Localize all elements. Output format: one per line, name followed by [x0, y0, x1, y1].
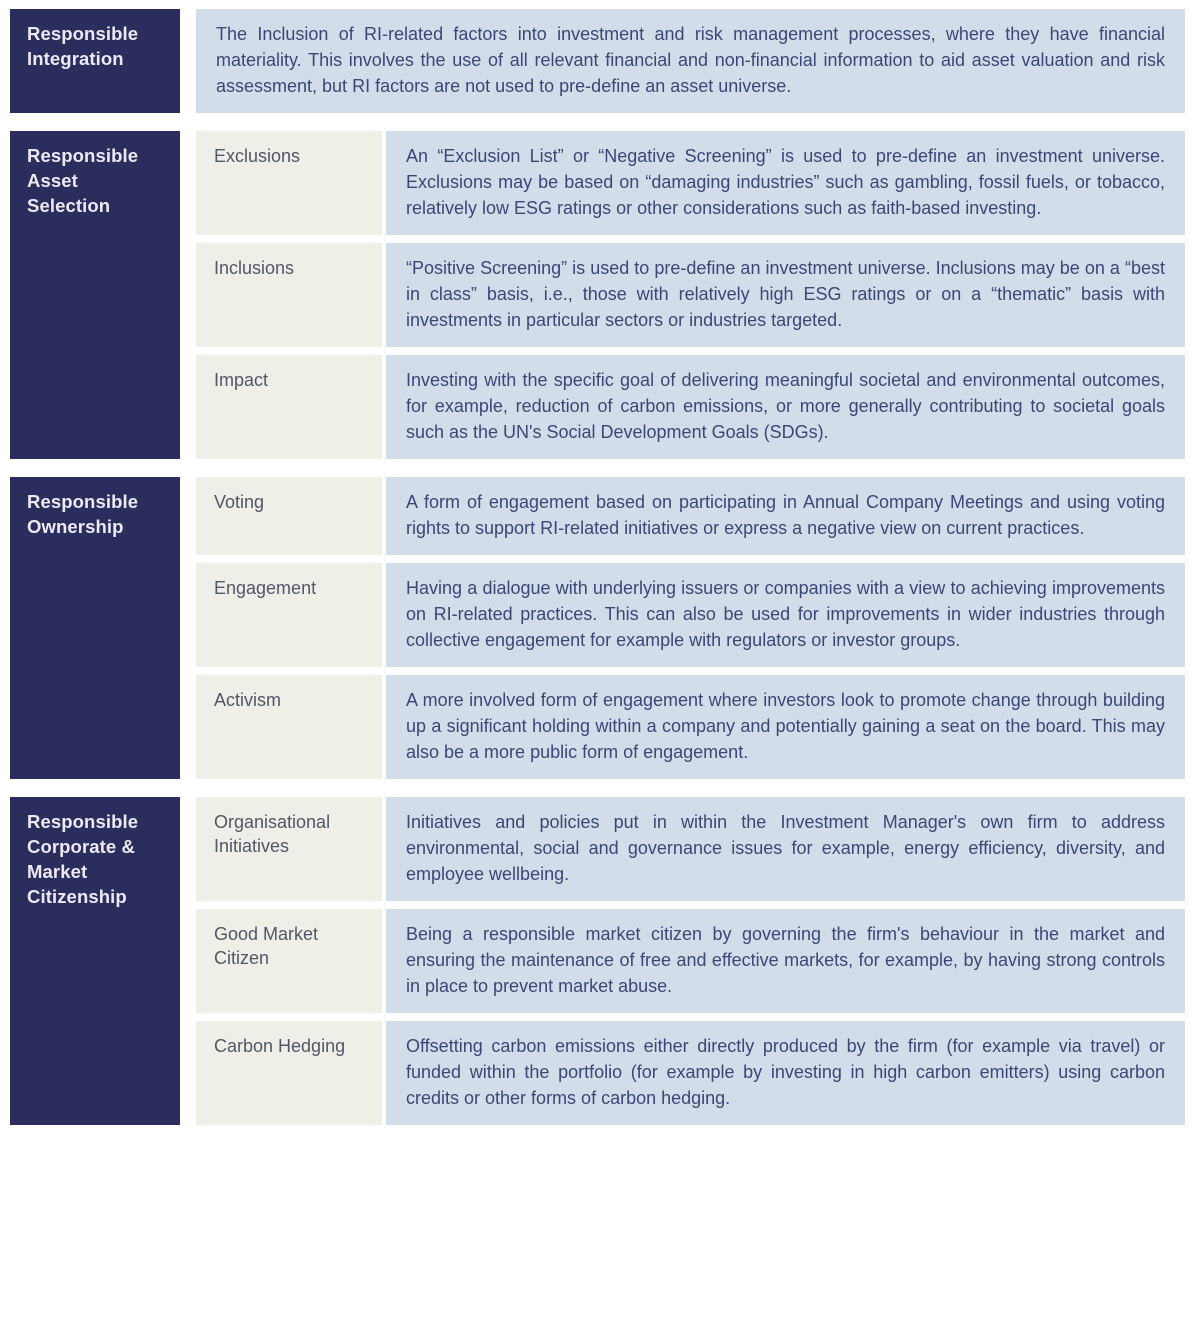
definition-cell	[386, 675, 1185, 779]
term-label: Good Market Citizen	[214, 924, 319, 969]
definition-cell	[386, 477, 1185, 555]
category-header-responsible-asset-selection	[10, 131, 180, 459]
section-rows	[196, 797, 1185, 1125]
row-engagement	[196, 563, 1185, 667]
category-title: Responsible Ownership	[27, 491, 139, 537]
definition-text: Having a dialogue with underlying issuers or companies with a view to achieving improvements on RI-related practices. This can also be used for improvements in wider industries through collective engagement for example with regulators or investor groups.	[406, 578, 1165, 650]
section-responsible-integration	[10, 9, 1185, 113]
term-label: Organisational Initiatives	[214, 812, 331, 857]
definition-text: Investing with the specific goal of delivering meaningful societal and environmental outcomes, for example, reduction of carbon emissions, or more generally contributing to societal goals such as the UN's Social Development Goals (SDGs).	[406, 370, 1165, 442]
definition-cell	[386, 131, 1185, 235]
row-organisational-initiatives	[196, 797, 1185, 901]
definition-cell	[196, 9, 1185, 113]
term-cell	[196, 477, 382, 555]
term-cell	[196, 1021, 382, 1125]
term-label: Engagement	[214, 578, 317, 598]
term-cell	[196, 355, 382, 459]
definition-text: The Inclusion of RI-related factors into investment and risk management processes, where they have financial materiality. This involves the use of all relevant financial and non-financial information to aid asset valuation and risk assessment, but RI factors are not used to pre-define an asset universe.	[216, 24, 1165, 96]
row-good-market-citizen	[196, 909, 1185, 1013]
row-impact	[196, 355, 1185, 459]
section-rows	[196, 9, 1185, 113]
category-header-responsible-ownership	[10, 477, 180, 779]
term-label: Impact	[214, 370, 269, 390]
term-label: Exclusions	[214, 146, 301, 166]
category-title: Responsible Asset Selection	[27, 145, 139, 216]
definition-cell	[386, 355, 1185, 459]
definition-cell	[386, 563, 1185, 667]
definition-text: Being a responsible market citizen by governing the firm's behaviour in the market and ensuring the maintenance of free and effective markets, for example, by having strong controls in place to prevent market abuse.	[406, 924, 1165, 996]
definition-text: An “Exclusion List” or “Negative Screening” is used to pre-define an investment universe. Exclusions may be based on “damaging industries” such as gambling, fossil fuels, or tobacco, relatively low ESG ratings or other considerations such as faith-based investing.	[406, 146, 1165, 218]
definition-text: Offsetting carbon emissions either directly produced by the firm (for example via travel) or funded within the portfolio (for example by investing in high carbon emitters) using carbon credits or other forms of carbon hedging.	[406, 1036, 1165, 1108]
row-carbon-hedging	[196, 1021, 1185, 1125]
definition-cell	[386, 797, 1185, 901]
section-rows	[196, 477, 1185, 779]
term-cell	[196, 797, 382, 901]
term-label: Inclusions	[214, 258, 295, 278]
category-title: Responsible Integration	[27, 23, 139, 69]
term-cell	[196, 909, 382, 1013]
row-integration-definition	[196, 9, 1185, 113]
term-cell	[196, 675, 382, 779]
row-voting	[196, 477, 1185, 555]
row-activism	[196, 675, 1185, 779]
term-label: Activism	[214, 690, 281, 710]
section-responsible-asset-selection	[10, 131, 1185, 459]
definition-text: “Positive Screening” is used to pre-define an investment universe. Inclusions may be on a “best in class” basis, i.e., those with relatively high ESG ratings or on a “thematic” basis with investments in particular sectors or industries targeted.	[406, 258, 1165, 330]
term-cell	[196, 243, 382, 347]
category-header-responsible-corporate-market-citizenship	[10, 797, 180, 1125]
term-cell	[196, 563, 382, 667]
section-rows	[196, 131, 1185, 459]
definition-text: A form of engagement based on participating in Annual Company Meetings and using voting rights to support RI-related initiatives or express a negative view on current practices.	[406, 492, 1165, 538]
term-label: Carbon Hedging	[214, 1036, 346, 1056]
definition-cell	[386, 1021, 1185, 1125]
definition-text: A more involved form of engagement where investors look to promote change through building up a significant holding within a company and potentially gaining a seat on the board. This may also be a more public form of engagement.	[406, 690, 1165, 762]
category-title: Responsible Corporate & Market Citizenship	[27, 811, 139, 907]
section-responsible-ownership	[10, 477, 1185, 779]
row-inclusions	[196, 243, 1185, 347]
section-responsible-corporate-market-citizenship	[10, 797, 1185, 1125]
definition-cell	[386, 243, 1185, 347]
definition-cell	[386, 909, 1185, 1013]
row-exclusions	[196, 131, 1185, 235]
term-cell	[196, 131, 382, 235]
term-label: Voting	[214, 492, 265, 512]
category-header-responsible-integration	[10, 9, 180, 113]
definition-text: Initiatives and policies put in within the Investment Manager's own firm to address environmental, social and governance issues for example, energy efficiency, diversity, and employee wellbeing.	[406, 812, 1165, 884]
